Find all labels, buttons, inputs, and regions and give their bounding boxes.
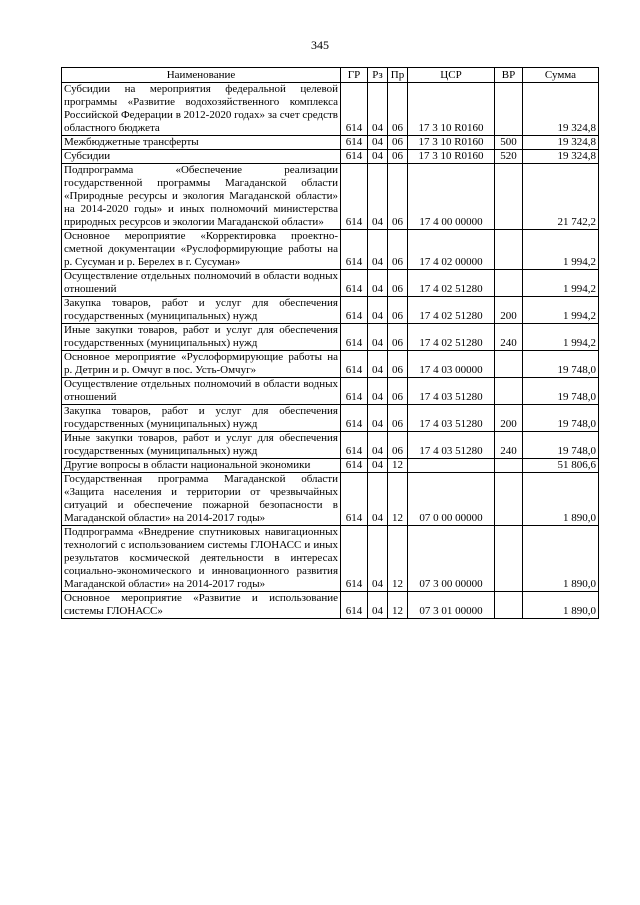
cell-csr: 17 4 03 00000 bbox=[408, 351, 495, 378]
cell-csr: 17 4 00 00000 bbox=[408, 164, 495, 230]
cell-sum: 1 890,0 bbox=[523, 526, 599, 592]
cell-gr: 614 bbox=[341, 136, 368, 150]
cell-sum: 1 994,2 bbox=[523, 270, 599, 297]
cell-sum: 19 748,0 bbox=[523, 351, 599, 378]
cell-pr: 06 bbox=[388, 378, 408, 405]
cell-gr: 614 bbox=[341, 459, 368, 473]
cell-name: Подпрограмма «Внедрение спутниковых навигационных технологий с использованием системы ГЛОНАСС и иных результатов космической деятельности в интересах социально-экономического и инновационного развития Магаданской области» на 2014-2017 годы» bbox=[62, 526, 341, 592]
header-gr: ГР bbox=[341, 68, 368, 83]
cell-csr: 07 3 00 00000 bbox=[408, 526, 495, 592]
cell-sum: 1 994,2 bbox=[523, 324, 599, 351]
cell-rz: 04 bbox=[368, 136, 388, 150]
cell-vr bbox=[495, 526, 523, 592]
cell-pr: 12 bbox=[388, 526, 408, 592]
cell-vr: 240 bbox=[495, 324, 523, 351]
cell-gr: 614 bbox=[341, 164, 368, 230]
cell-vr: 200 bbox=[495, 405, 523, 432]
cell-sum: 21 742,2 bbox=[523, 164, 599, 230]
cell-csr: 17 3 10 R0160 bbox=[408, 136, 495, 150]
cell-vr: 500 bbox=[495, 136, 523, 150]
cell-sum: 19 748,0 bbox=[523, 432, 599, 459]
cell-sum: 19 324,8 bbox=[523, 83, 599, 136]
cell-sum: 19 748,0 bbox=[523, 378, 599, 405]
cell-pr: 06 bbox=[388, 324, 408, 351]
cell-vr: 200 bbox=[495, 297, 523, 324]
cell-rz: 04 bbox=[368, 405, 388, 432]
cell-gr: 614 bbox=[341, 351, 368, 378]
cell-name: Основное мероприятие «Развитие и использование системы ГЛОНАСС» bbox=[62, 592, 341, 619]
table-row bbox=[62, 324, 599, 351]
cell-rz: 04 bbox=[368, 378, 388, 405]
cell-name: Субсидии на мероприятия федеральной целевой программы «Развитие водохозяйственного комплекса Российской Федерации в 2012-2020 годах» за счет средств областного бюджета bbox=[62, 83, 341, 136]
cell-gr: 614 bbox=[341, 324, 368, 351]
cell-rz: 04 bbox=[368, 230, 388, 270]
cell-vr bbox=[495, 230, 523, 270]
cell-vr: 240 bbox=[495, 432, 523, 459]
cell-sum: 51 806,6 bbox=[523, 459, 599, 473]
cell-vr bbox=[495, 164, 523, 230]
cell-pr: 06 bbox=[388, 164, 408, 230]
cell-csr: 17 4 03 51280 bbox=[408, 405, 495, 432]
cell-gr: 614 bbox=[341, 405, 368, 432]
header-pr: Пр bbox=[388, 68, 408, 83]
cell-rz: 04 bbox=[368, 459, 388, 473]
cell-csr: 07 3 01 00000 bbox=[408, 592, 495, 619]
cell-rz: 04 bbox=[368, 324, 388, 351]
cell-pr: 06 bbox=[388, 150, 408, 164]
cell-vr bbox=[495, 592, 523, 619]
cell-vr bbox=[495, 473, 523, 526]
table-row bbox=[62, 592, 599, 619]
cell-gr: 614 bbox=[341, 270, 368, 297]
cell-sum: 1 890,0 bbox=[523, 473, 599, 526]
table-row bbox=[62, 270, 599, 297]
header-sum: Сумма bbox=[523, 68, 599, 83]
cell-sum: 19 324,8 bbox=[523, 136, 599, 150]
cell-name: Государственная программа Магаданской области «Защита населения и территории от чрезвычайных ситуаций и обеспечение пожарной безопасности в Магаданской области» на 2014-2017 годы» bbox=[62, 473, 341, 526]
cell-csr: 07 0 00 00000 bbox=[408, 473, 495, 526]
cell-sum: 1 994,2 bbox=[523, 297, 599, 324]
budget-table bbox=[61, 67, 599, 619]
cell-gr: 614 bbox=[341, 473, 368, 526]
cell-csr bbox=[408, 459, 495, 473]
table-row bbox=[62, 351, 599, 378]
cell-gr: 614 bbox=[341, 592, 368, 619]
cell-gr: 614 bbox=[341, 297, 368, 324]
cell-name: Осуществление отдельных полномочий в области водных отношений bbox=[62, 270, 341, 297]
cell-rz: 04 bbox=[368, 473, 388, 526]
cell-csr: 17 4 02 51280 bbox=[408, 324, 495, 351]
cell-csr: 17 4 03 51280 bbox=[408, 378, 495, 405]
cell-vr bbox=[495, 270, 523, 297]
cell-rz: 04 bbox=[368, 592, 388, 619]
cell-pr: 06 bbox=[388, 297, 408, 324]
table-row bbox=[62, 473, 599, 526]
cell-pr: 12 bbox=[388, 459, 408, 473]
cell-gr: 614 bbox=[341, 83, 368, 136]
cell-rz: 04 bbox=[368, 83, 388, 136]
cell-sum: 1 994,2 bbox=[523, 230, 599, 270]
cell-sum: 1 890,0 bbox=[523, 592, 599, 619]
cell-name: Закупка товаров, работ и услуг для обеспечения государственных (муниципальных) нужд bbox=[62, 405, 341, 432]
cell-rz: 04 bbox=[368, 150, 388, 164]
cell-pr: 06 bbox=[388, 83, 408, 136]
cell-gr: 614 bbox=[341, 432, 368, 459]
cell-name: Закупка товаров, работ и услуг для обеспечения государственных (муниципальных) нужд bbox=[62, 297, 341, 324]
cell-rz: 04 bbox=[368, 270, 388, 297]
cell-gr: 614 bbox=[341, 526, 368, 592]
table-row bbox=[62, 459, 599, 473]
cell-csr: 17 4 02 00000 bbox=[408, 230, 495, 270]
cell-csr: 17 4 02 51280 bbox=[408, 297, 495, 324]
cell-name: Осуществление отдельных полномочий в области водных отношений bbox=[62, 378, 341, 405]
table-row bbox=[62, 405, 599, 432]
cell-pr: 06 bbox=[388, 432, 408, 459]
table-row bbox=[62, 297, 599, 324]
header-name: Наименование bbox=[62, 68, 341, 83]
cell-name: Основное мероприятие «Руслоформирующие работы на р. Детрин и р. Омчуг в пос. Усть-Омчуг» bbox=[62, 351, 341, 378]
cell-sum: 19 324,8 bbox=[523, 150, 599, 164]
header-vr: ВР bbox=[495, 68, 523, 83]
table-row bbox=[62, 230, 599, 270]
cell-csr: 17 3 10 R0160 bbox=[408, 150, 495, 164]
table-header-row bbox=[62, 68, 599, 83]
cell-gr: 614 bbox=[341, 150, 368, 164]
table-row bbox=[62, 136, 599, 150]
cell-pr: 06 bbox=[388, 136, 408, 150]
table-row bbox=[62, 526, 599, 592]
cell-name: Межбюджетные трансферты bbox=[62, 136, 341, 150]
cell-vr bbox=[495, 83, 523, 136]
cell-vr bbox=[495, 459, 523, 473]
header-rz: Рз bbox=[368, 68, 388, 83]
table-row bbox=[62, 164, 599, 230]
cell-name: Другие вопросы в области национальной экономики bbox=[62, 459, 341, 473]
cell-vr bbox=[495, 378, 523, 405]
table-row bbox=[62, 378, 599, 405]
cell-rz: 04 bbox=[368, 351, 388, 378]
cell-sum: 19 748,0 bbox=[523, 405, 599, 432]
cell-gr: 614 bbox=[341, 230, 368, 270]
cell-rz: 04 bbox=[368, 526, 388, 592]
cell-name: Иные закупки товаров, работ и услуг для обеспечения государственных (муниципальных) нужд bbox=[62, 432, 341, 459]
table-row bbox=[62, 150, 599, 164]
cell-name: Иные закупки товаров, работ и услуг для обеспечения государственных (муниципальных) нужд bbox=[62, 324, 341, 351]
cell-pr: 06 bbox=[388, 405, 408, 432]
cell-rz: 04 bbox=[368, 164, 388, 230]
header-csr: ЦСР bbox=[408, 68, 495, 83]
cell-vr: 520 bbox=[495, 150, 523, 164]
table-row bbox=[62, 432, 599, 459]
cell-csr: 17 4 03 51280 bbox=[408, 432, 495, 459]
cell-pr: 06 bbox=[388, 230, 408, 270]
page-number: 345 bbox=[311, 38, 329, 52]
cell-pr: 12 bbox=[388, 592, 408, 619]
table-row bbox=[62, 83, 599, 136]
cell-csr: 17 4 02 51280 bbox=[408, 270, 495, 297]
cell-name: Основное мероприятие «Корректировка проектно-сметной документации «Руслоформирующие работы на р. Сусуман и р. Берелех в г. Сусуман» bbox=[62, 230, 341, 270]
cell-vr bbox=[495, 351, 523, 378]
cell-name: Субсидии bbox=[62, 150, 341, 164]
cell-gr: 614 bbox=[341, 378, 368, 405]
cell-pr: 12 bbox=[388, 473, 408, 526]
cell-pr: 06 bbox=[388, 351, 408, 378]
cell-csr: 17 3 10 R0160 bbox=[408, 83, 495, 136]
cell-rz: 04 bbox=[368, 432, 388, 459]
cell-pr: 06 bbox=[388, 270, 408, 297]
cell-rz: 04 bbox=[368, 297, 388, 324]
cell-name: Подпрограмма «Обеспечение реализации государственной программы Магаданской области «Природные ресурсы и экология Магаданской области» на 2014-2020 годы» и иных полномочий министерства природных ресурсов и экологии Магаданской области» bbox=[62, 164, 341, 230]
